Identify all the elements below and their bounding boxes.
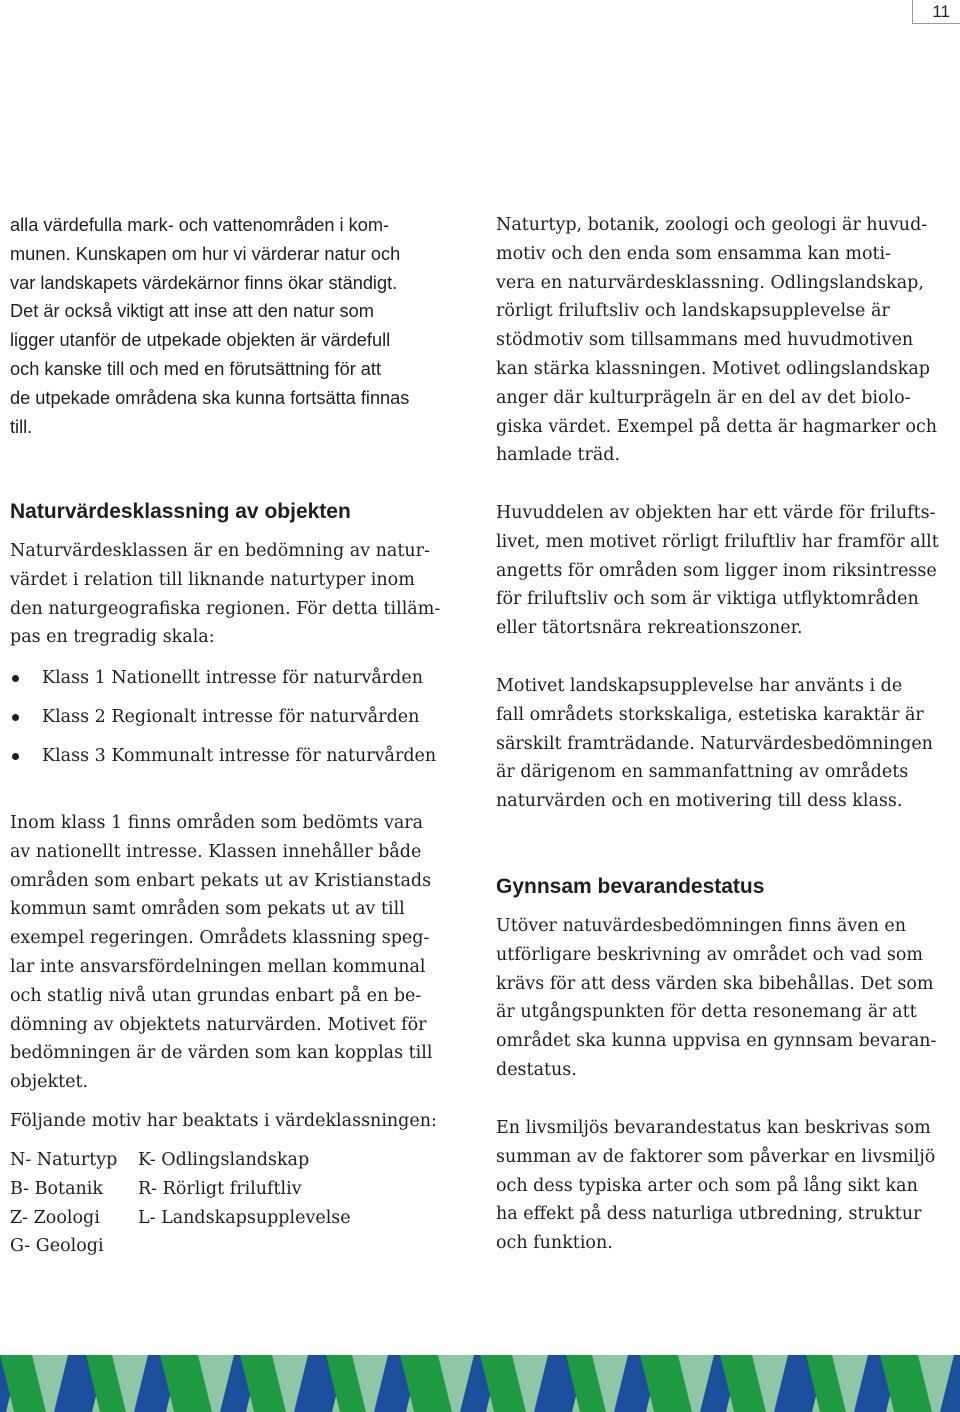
motives-block — [10, 1146, 475, 1261]
bevarandestatus-section — [496, 873, 956, 901]
livsmiljo-paragraph: En livsmiljös bevarandestatus kan beskrivas som summan av de faktorer som påverkar en livsmiljö och dess typiska arter och som på lång sikt kan ha effekt på dess naturliga utbredning, struktur och funktion. — [496, 1118, 936, 1254]
class-list-block — [10, 659, 475, 775]
class-3-label: Klass 3 Kommunalt intresse för naturvården — [42, 745, 437, 766]
motive-cell: N- Naturtyp — [10, 1150, 118, 1170]
page-number-box — [912, 0, 960, 24]
left-intro-block — [10, 211, 475, 441]
motives-row — [10, 1232, 351, 1261]
motive-cell — [138, 1232, 351, 1261]
motives-intro — [10, 1107, 475, 1136]
motive-cell: R- Rörligt friluftliv — [138, 1178, 302, 1199]
landskapsupplevelse-paragraph: Motivet landskapsupplevelse har använts i de fall områdets storkskaliga, estetiska karaktär är särskilt framträdande. Naturvärdesbedömningen är därigenom en sammanfattning av områdets naturvärden och en motivering till dess klass. — [496, 676, 933, 812]
motive-cell: L- Landskapsupplevelse — [138, 1207, 351, 1228]
class-list-item — [10, 659, 475, 698]
class-list-item — [10, 737, 475, 776]
right-block-5 — [496, 1114, 956, 1258]
class-1-label: Klass 1 Nationellt intresse för naturvården — [42, 668, 423, 688]
class-1-paragraph: Inom klass 1 finns områden som bedömts vara av nationellt intresse. Klassen innehåller både områden som enbart pekats ut av Kristianstads kommun samt områden som pekats ut av till exempel regeringen. Områdets klassning speg- lar inte ansvarsfördelningen mellan kommunal och statlig nivå utan grundas enbart på en be- dömning av objektets naturvärden. Motivet för bedömningen är de värden som kan kopplas till objektet. — [10, 813, 433, 1093]
classification-paragraph: Naturvärdesklassen är en bedömning av natur- värdet i relation till liknande naturtyper inom den naturgeografiska regionen. För detta tilläm- pas en tregradig skala: — [10, 541, 441, 648]
class-2-label: Klass 2 Regionalt intresse för naturvården — [42, 706, 420, 727]
page-number: 11 — [932, 2, 950, 21]
class-1-explanation — [10, 809, 475, 1097]
section-heading-gynnsam-bevarandestatus: Gynnsam bevarandestatus — [496, 875, 765, 898]
bullet-icon — [12, 714, 19, 721]
footer-decorative-band — [0, 1355, 960, 1412]
intro-paragraph: alla värdefulla mark- och vattenområden i kom- munen. Kunskapen om hur vi värderar natur och var landskapets värdekärnor finns ökar ständigt. Det är också viktigt att inse att den natur som ligger utanför de utpekade objekten är värdefull och kanske till och med en förutsättning för att de utpekade områdena ska kunna fortsätta finnas till. — [10, 215, 410, 437]
right-block-1 — [496, 211, 956, 470]
right-block-4 — [496, 912, 956, 1085]
bevarandestatus-paragraph: Utöver natuvärdesbedömningen finns även en utförligare beskrivning av området och vad som krävs för att dess värden ska bibehållas. Det som är utgångspunkten för detta resonemang är att området ska kunna uppvisa en gynnsam bevaran- destatus. — [496, 916, 937, 1080]
motives-table — [10, 1146, 351, 1261]
motives-row — [10, 1146, 351, 1175]
right-block-3 — [496, 672, 956, 816]
motives-row — [10, 1204, 351, 1233]
motive-cell: Z- Zoologi — [10, 1207, 100, 1228]
bullet-icon — [12, 753, 19, 760]
motive-cell: G- Geologi — [10, 1236, 104, 1257]
right-block-2 — [496, 499, 956, 643]
class-list-item — [10, 698, 475, 737]
bullet-icon — [12, 675, 19, 682]
section-heading-naturvardesklassning: Naturvärdesklassning av objekten — [10, 500, 351, 523]
friluftsliv-paragraph: Huvuddelen av objekten har ett värde för frilufts- livet, men motivet rörligt friluftliv har framför allt angetts för områden som ligger inom riksintresse för friluftsliv och som är viktiga utflyktområden eller tätortsnära rekreationszoner. — [496, 503, 939, 639]
motives-explanation-paragraph: Naturtyp, botanik, zoologi och geologi är huvud- motiv och den enda som ensamma kan moti- vera en naturvärdesklassning. Odlingslandskap, rörligt friluftsliv och landskapsupplevelse är stödmotiv som tillsammans med huvudmotiven kan stärka klassningen. Motivet odlingslandskap anger där kulturprägeln är en del av det biolo- giska värdet. Exempel på detta är hagmarker och hamlade träd. — [496, 215, 938, 466]
classification-section — [10, 498, 475, 526]
motives-row — [10, 1175, 351, 1204]
class-list — [10, 659, 475, 775]
motive-cell: B- Botanik — [10, 1178, 103, 1199]
motives-paragraph: Följande motiv har beaktats i värdeklassningen: — [10, 1111, 437, 1131]
motive-cell: K- Odlingslandskap — [138, 1150, 310, 1170]
classification-intro — [10, 537, 475, 652]
